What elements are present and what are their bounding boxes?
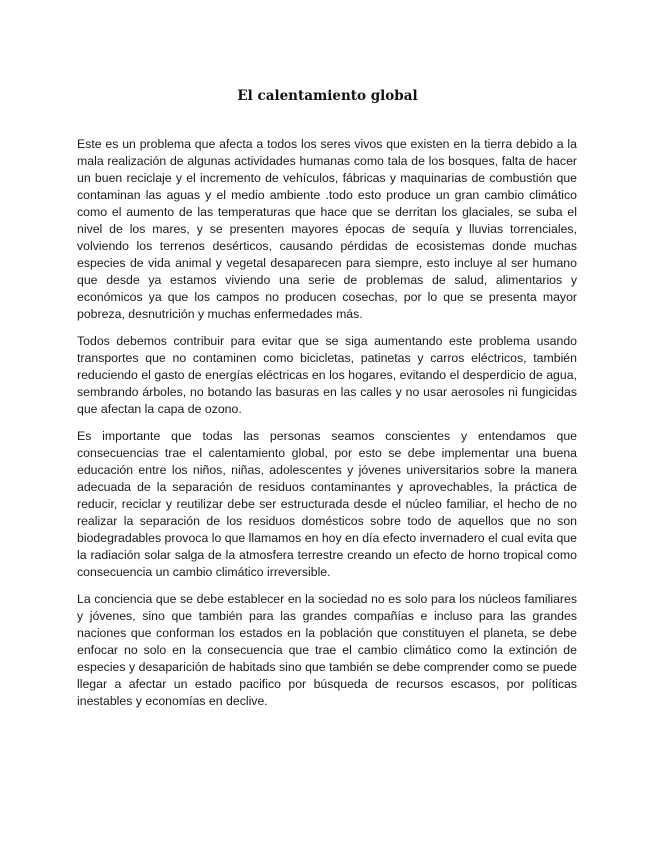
paragraph-4: La conciencia que se debe establecer en la sociedad no es solo para los núcleos familiares y jóvenes, sino que también para las grandes compañías e incluso para las grandes naciones que conforman los estados en la población que constituyen el planeta, se debe enfocar no solo en la consecuencia que trae el cambio climático como la extinción de especies y desaparición de habitads sino que también se debe comprender como se puede llegar a afectar un estado pacifico por búsqueda de recursos escasos, por políticas inestables y economías en declive. — [77, 592, 577, 708]
page-title: El calentamiento global — [237, 88, 418, 104]
paragraph-1: Este es un problema que afecta a todos los seres vivos que existen en la tierra debido a la mala realización de algunas actividades humanas como tala de los bosques, falta de hacer un buen reciclaje y el incremento de vehículos, fábricas y maquinarias de combustión que contaminan las aguas y el medio ambiente .todo esto produce un gran cambio climático como el aumento de las temperaturas que hace que se derritan los glaciales, se suba el nivel de los mares, y se presenten mayores épocas de sequía y lluvias torrenciales, volviendo los terrenos desérticos, causando pérdidas de ecosistemas donde muchas especies de vida animal y vegetal desaparecen para siempre, esto incluye al ser humano que desde ya estamos viviendo una serie de problemas de salud, alimentarios y económicos ya que los campos no producen cosechas, por lo que se presenta mayor pobreza, desnutrición y muchas enfermedades más. — [77, 137, 577, 321]
paragraph-3: Es importante que todas las personas seamos conscientes y entendamos que consecuencias trae el calentamiento global, por esto se debe implementar una buena educación entre los niños, niñas, adolescentes y jóvenes universitarios sobre la manera adecuada de la separación de residuos contaminantes y aprovechables, la práctica de reducir, reciclar y reutilizar debe ser estructurada desde el núcleo familiar, el hecho de no realizar la separación de los residuos domésticos sobre todo de aquellos que no son biodegradables provoca lo que llamamos en hoy en día efecto invernadero el cual evita que la radiación solar salga de la atmosfera terrestre creando un efecto de horno tropical como consecuencia un cambio climático irreversible. — [77, 429, 577, 579]
paragraph-2: Todos debemos contribuir para evitar que se siga aumentando este problema usando transportes que no contaminen como bicicletas, patinetas y carros eléctricos, también reduciendo el gasto de energías eléctricas en los hogares, evitando el desperdicio de agua, sembrando árboles, no botando las basuras en las calles y no usar aerosoles ni fungicidas que afectan la capa de ozono. — [77, 334, 577, 416]
document-body — [77, 136, 577, 720]
